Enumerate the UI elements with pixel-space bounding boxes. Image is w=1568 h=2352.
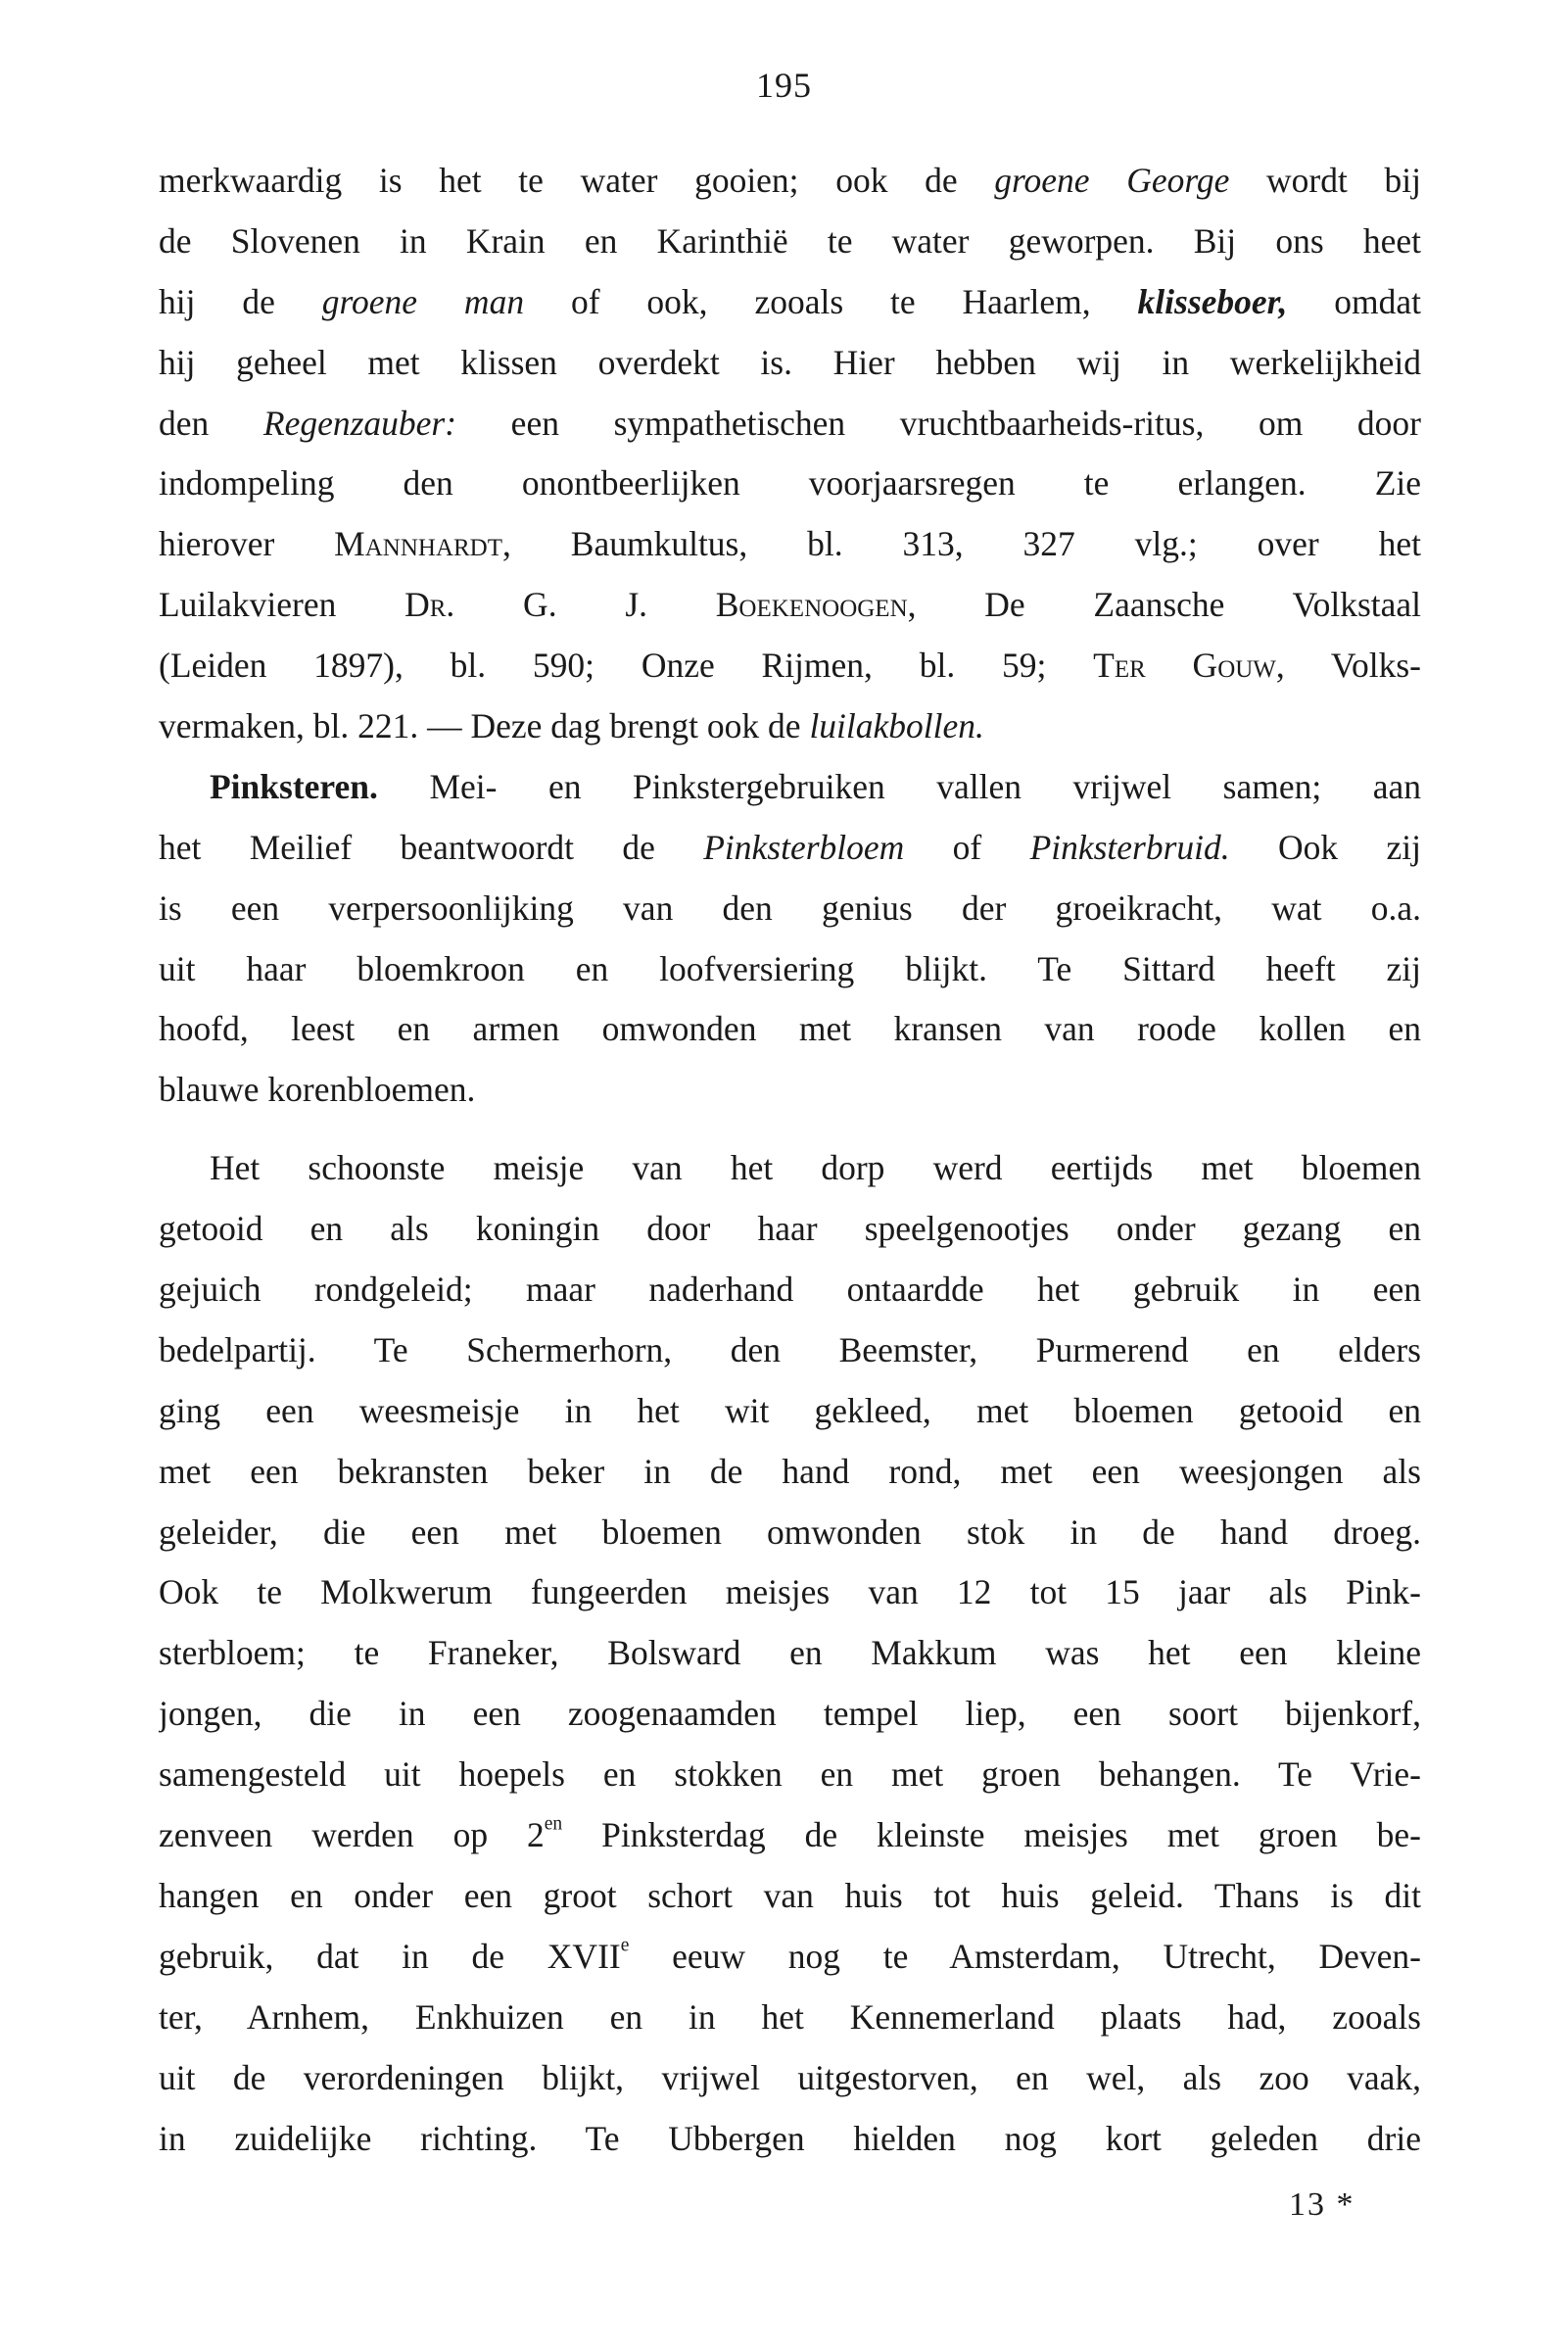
text-line: gejuich rondgeleid; maar naderhand ontaardde het gebruik in een xyxy=(159,1270,1421,1310)
text-line: bedelpartij. Te Schermerhorn, den Beemster, Purmerend en elders xyxy=(159,1329,1421,1369)
text-line: in zuidelijke richting. Te Ubbergen hielden nog kort geleden drie xyxy=(159,2118,1421,2158)
text-line: den Regenzauber: een sympathetischen vruchtbaarheids-ritus, om door xyxy=(159,403,1421,443)
text-line: hangen en onder een groot schort van huis tot huis geleid. Thans is dit xyxy=(159,1875,1421,1915)
small-caps-name: Mannhardt xyxy=(334,524,503,564)
italic-text: Pinksterbruid. xyxy=(1029,827,1230,867)
text-line: hoofd, leest en armen omwonden met kransen van roode kollen en xyxy=(159,1009,1421,1049)
text-line: het Meilief beantwoordt de Pinksterbloem of Pinksterbruid. Ook zij xyxy=(159,827,1421,867)
small-caps-name: Dr. G. J. Boekenoogen xyxy=(404,585,908,625)
text-line: indompeling den onontbeerlijken voorjaarsregen te erlangen. Zie xyxy=(159,463,1421,504)
italic-text: Regenzauber: xyxy=(262,403,457,443)
text-line: vermaken, bl. 221. — Deze dag brengt ook de luilakbollen. xyxy=(159,706,984,746)
text-line: met een bekransten beker in de hand rond, met een weesjongen als xyxy=(159,1451,1421,1491)
text-line: blauwe korenbloemen. xyxy=(159,1070,476,1110)
text-line: merkwaardig is het te water gooien; ook de groene George wordt bij xyxy=(159,161,1421,200)
superscript: en xyxy=(544,1813,563,1835)
text-line: de Slovenen in Krain en Karinthië te water geworpen. Bij ons heet xyxy=(159,220,1421,261)
text-line: hierover Mannhardt, Baumkultus, bl. 313, 327 vlg.; over het xyxy=(159,524,1421,564)
signature-mark: 13 * xyxy=(1289,2186,1355,2223)
text-line: Het schoonste meisje van het dorp werd eertijds met bloemen xyxy=(210,1148,1421,1188)
text-line: samengesteld uit hoepels en stokken en met groen behangen. Te Vrie- xyxy=(159,1754,1421,1795)
text-line: is een verpersoonlijking van den genius der groeikracht, wat o.a. xyxy=(159,888,1421,928)
page-number: 195 xyxy=(756,66,812,105)
superscript: e xyxy=(620,1935,630,1956)
text-line: uit haar bloemkroon en loofversiering blijkt. Te Sittard heeft zij xyxy=(159,948,1421,988)
text-line: ging een weesmeisje in het wit gekleed, met bloemen getooid en xyxy=(159,1390,1421,1430)
text-line: hij geheel met klissen overdekt is. Hier hebben wij in werkelijkheid xyxy=(159,342,1421,382)
small-caps-name: Ter Gouw xyxy=(1093,646,1276,686)
body-text xyxy=(159,151,1421,2169)
text-line: ter, Arnhem, Enkhuizen en in het Kennemerland plaats had, zooals xyxy=(159,1996,1421,2037)
text-line: geleider, die een met bloemen omwonden stok in de hand droeg. xyxy=(159,1512,1421,1552)
italic-text: groene man xyxy=(321,281,525,321)
italic-text: luilakbollen. xyxy=(809,706,984,746)
text-line: Luilakvieren Dr. G. J. Boekenoogen, De Zaansche Volkstaal xyxy=(159,585,1421,625)
text-line: gebruik, dat in de XVIIe eeuw nog te Amsterdam, Utrecht, Deven- xyxy=(159,1935,1421,1976)
text-line: Pinksteren. Mei- en Pinkstergebruiken vallen vrijwel samen; aan xyxy=(210,766,1421,806)
text-line: sterbloem; te Franeker, Bolsward en Makkum was het een kleine xyxy=(159,1633,1421,1673)
text-line: Ook te Molkwerum fungeerden meisjes van 12 tot 15 jaar als Pink- xyxy=(159,1572,1421,1612)
text-line: uit de verordeningen blijkt, vrijwel uitgestorven, en wel, als zoo vaak, xyxy=(159,2057,1421,2097)
bold-italic-text: klisseboer, xyxy=(1137,281,1288,321)
bold-heading: Pinksteren. xyxy=(210,766,378,806)
text-line: zenveen werden op $2^{en}$ Pinksterdag de kleinste meisjes met groen be- xyxy=(159,1813,1421,1855)
text-line: hij de groene man of ook, zooals te Haarlem, klisseboer, omdat xyxy=(159,281,1421,321)
italic-text: Pinksterbloem xyxy=(703,827,905,867)
text-line: getooid en als koningin door haar speelgenootjes onder gezang en xyxy=(159,1209,1421,1249)
italic-text: groene George xyxy=(994,161,1230,200)
text-line: (Leiden 1897), bl. 590; Onze Rijmen, bl. 59; Ter Gouw, Volks- xyxy=(159,646,1421,686)
text-line: jongen, die in een zoogenaamden tempel liep, een soort bijenkorf, xyxy=(159,1694,1421,1734)
paragraph-gap xyxy=(159,1121,1421,1138)
